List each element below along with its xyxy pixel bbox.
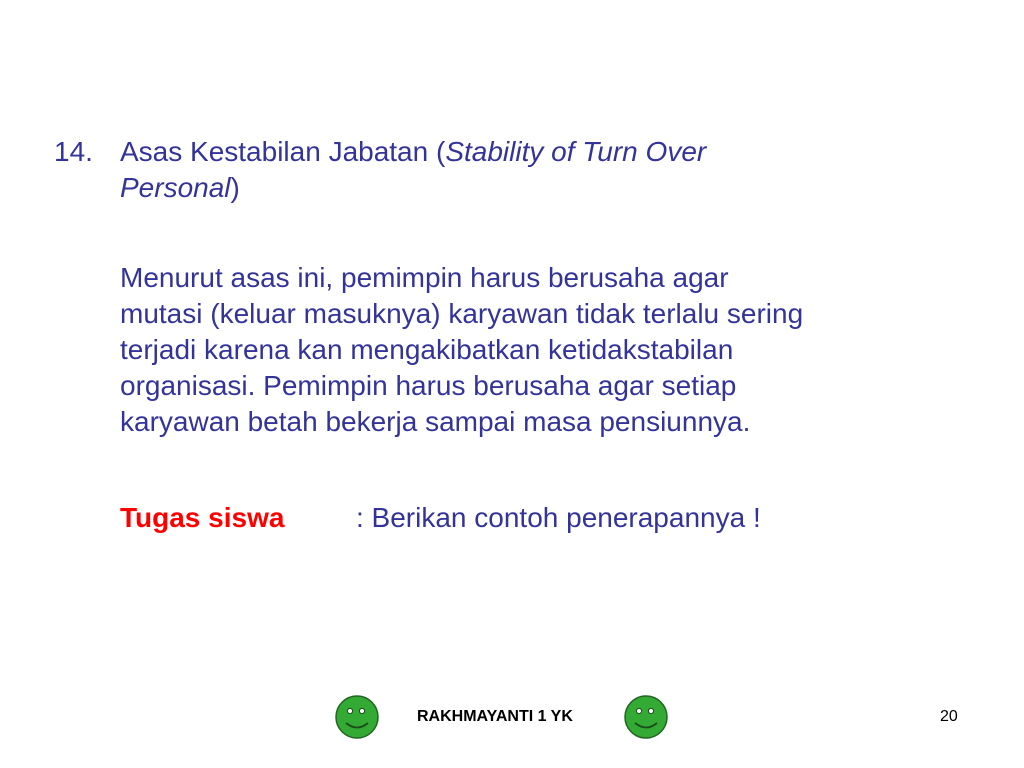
task-text: : Berikan contoh penerapannya ! [356,502,761,533]
paragraph-line: mutasi (keluar masuknya) karyawan tidak terlalu sering [120,298,804,329]
item-number: 14. [54,136,93,167]
paragraph-line: Menurut asas ini, pemimpin harus berusaha agar [120,262,729,293]
page-number: 20 [940,708,958,725]
description-paragraph [120,260,980,440]
task-line [120,500,761,536]
smiley-face-icon [333,693,381,741]
heading-italic-1: Stability of Turn Over [445,136,707,167]
paragraph-line: karyawan betah bekerja sampai masa pensiunnya. [120,406,751,437]
heading-prefix: Asas Kestabilan Jabatan ( [120,136,446,167]
smiley-face-icon [622,693,670,741]
item-heading [120,134,880,206]
paragraph-line: terjadi karena kan mengakibatkan ketidakstabilan [120,334,734,365]
heading-italic-2: Personal [120,172,231,203]
heading-suffix: ) [230,172,240,203]
footer-author: RAKHMAYANTI 1 YK [417,708,573,725]
task-label: Tugas siswa [120,502,285,533]
paragraph-line: organisasi. Pemimpin harus berusaha agar setiap [120,370,737,401]
